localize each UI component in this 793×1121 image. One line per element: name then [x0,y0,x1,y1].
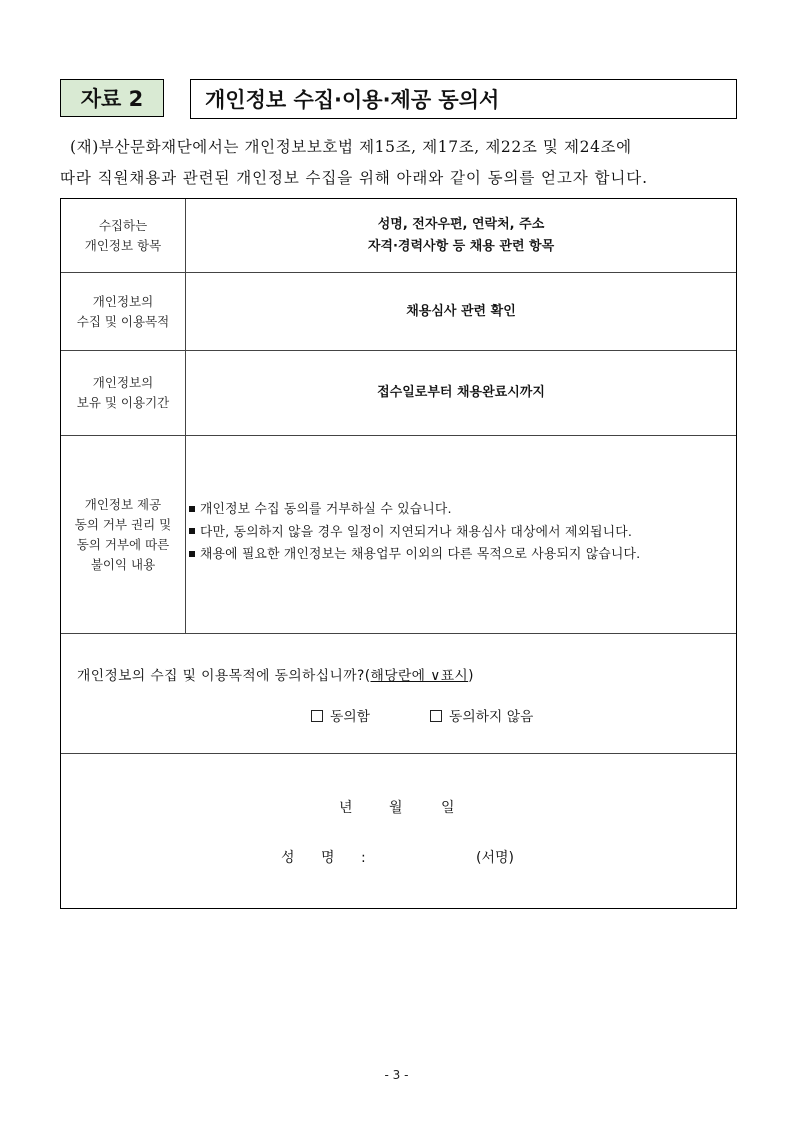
consent-question: 개인정보의 수집 및 이용목적에 동의하십니까?(해당란에 ∨표시) [77,668,474,684]
disagree-checkbox[interactable] [430,710,442,722]
row-value-purpose [186,273,736,350]
row-value-items [186,199,736,272]
value-line: 채용심사 관련 확인 [406,303,516,319]
row-divider [61,633,736,634]
row-divider [61,753,736,754]
value-line: 접수일로부터 채용완료시까지 [377,385,545,400]
label-line: 불이익 내용 [90,556,156,572]
option-disagree[interactable] [430,705,533,725]
label-line: 개인정보 항목 [84,237,162,253]
label-line: 동의 거부에 따른 [76,536,170,552]
row-label-purpose [61,273,185,350]
label-line: 개인정보의 [92,375,154,390]
square-bullet-icon [189,528,195,534]
row-label-items [61,199,185,272]
consent-instruction: 해당란에 ∨표시 [370,668,469,684]
label-line: 보유 및 이용기간 [76,395,170,410]
bullet-item: 채용에 필요한 개인정보는 채용업무 이외의 다른 목적으로 사용되지 않습니다. [189,544,734,567]
value-line: 자격·경력사항 등 채용 관련 항목 [367,238,555,254]
document-tag: 자료 2 [60,79,164,117]
row-value-retention [186,351,736,435]
label-line: 수집하는 [98,217,148,233]
intro-paragraph [60,132,737,194]
value-line: 성명, 전자우편, 연락처, 주소 [377,216,545,232]
name-label: 성 명 : [281,850,366,866]
sign-label: (서명) [476,850,514,866]
intro-line-2: 따라 직원채용과 관련된 개인정보 수집을 위해 아래와 같이 동의를 얻고자 합니다. [60,169,648,187]
label-line: 수집 및 이용목적 [76,313,170,329]
date-year: 년 [339,800,353,816]
agree-label: 동의함 [330,709,370,725]
agree-checkbox[interactable] [311,710,323,722]
intro-line-1: (재)부산문화재단에서는 개인정보보호법 제15조, 제17조, 제22조 및 제24조에 [70,138,632,156]
date-day: 일 [441,800,455,816]
square-bullet-icon [189,551,195,557]
label-line: 개인정보 제공 [84,496,162,512]
page-number: - 3 - [384,1068,409,1082]
document-title: 개인정보 수집·이용·제공 동의서 [190,79,737,119]
bullet-item: 개인정보 수집 동의를 거부하실 수 있습니다. [189,499,734,522]
label-line: 개인정보의 [92,293,154,309]
label-line: 동의 거부 권리 및 [74,516,172,532]
row-label-refusal [61,436,185,633]
bullet-item: 다만, 동의하지 않을 경우 일정이 지연되거나 채용심사 대상에서 제외됩니다. [189,522,734,545]
date-month: 월 [389,800,403,816]
consent-table [60,198,737,909]
square-bullet-icon [189,506,195,512]
disagree-label: 동의하지 않음 [449,709,534,725]
row-label-retention [61,351,185,435]
option-agree[interactable] [311,705,370,725]
refusal-bullet-list [189,499,734,567]
